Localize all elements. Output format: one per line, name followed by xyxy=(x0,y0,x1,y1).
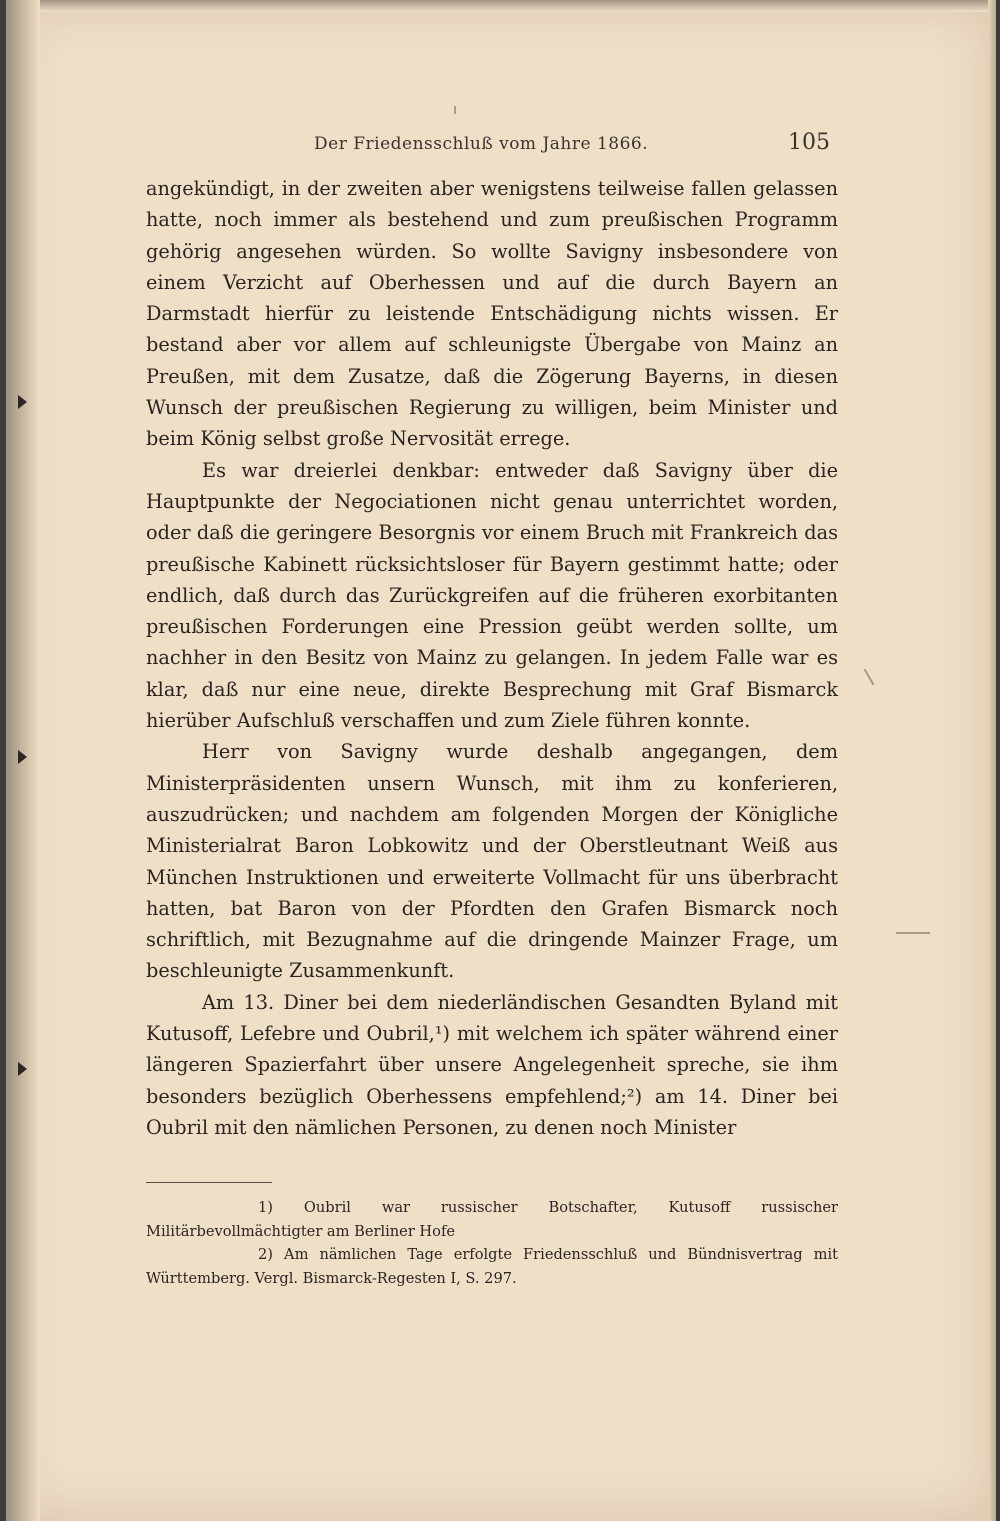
footnote-separator xyxy=(146,1182,272,1183)
binding-mark xyxy=(18,1062,27,1076)
footnote-number: 1) xyxy=(258,1199,273,1216)
header-title: Der Friedensschluß vom Jahre 1866. xyxy=(314,134,649,154)
page-number: 105 xyxy=(788,130,830,155)
footnote xyxy=(146,1243,838,1290)
margin-pencil-mark xyxy=(896,932,930,934)
paragraph: Es war dreierlei denkbar: entweder daß Savigny über die Hauptpunkte der Negociationen nicht genau unterrichtet worden, oder daß die geringere Besorgnis vor einem Bruch mit Frankreich das preußische Kabinett rücksichtsloser für Bayern gestimmt hatte; oder endlich, daß durch das Zurückgreifen auf die früheren exorbitanten preußischen Forderungen eine Pression geübt werden sollte, um nachher in den Besitz von Mainz zu gelangen. In jedem Falle war es klar, daß nur eine neue, direkte Besprechung mit Graf Bismarck hierüber Aufschluß verschaffen und zum Ziele führen konnte. xyxy=(146,458,838,733)
page-right-edge xyxy=(988,0,996,1521)
paragraph: angekündigt, in der zweiten aber wenigstens teilweise fallen gelassen hatte, noch immer als bestehend und zum preußischen Programm gehörig angesehen würden. So wollte Savigny insbesondere von einem Verzicht auf Oberhessen und auf die durch Bayern an Darmstadt hierfür zu leistende Entschädigung nichts wissen. Er bestand aber vor allem auf schleunigste Übergabe von Mainz an Preußen, mit dem Zusatze, daß die Zögerung Bayerns, in diesen Wunsch der preußischen Regierung zu willigen, beim Minister und beim König selbst große Nervosität errege. xyxy=(146,177,838,451)
footnote-text: Am nämlichen Tage erfolgte Friedensschluß und Bündnisvertrag mit Württemberg. Vergl. Bismarck-Regesten I, S. 297. xyxy=(146,1246,838,1287)
body-text xyxy=(146,173,838,1143)
paragraph: Am 13. Diner bei dem niederländischen Gesandten Byland mit Kutusoff, Lefebre und Oubril,¹) mit welchem ich später während einer längeren Spazierfahrt über unsere Angelegenheit spreche, sie ihm besonders bezüglich Oberhessens empfehlend;²) am 14. Diner bei Oubril mit den nämlichen Personen, zu denen noch Minister xyxy=(146,990,838,1139)
paragraph: Herr von Savigny wurde deshalb angegangen, dem Ministerpräsidenten unsern Wunsch, mit ihm zu konferieren, auszudrücken; und nachdem am folgenden Morgen der Königliche Ministerialrat Baron Lobkowitz und der Oberstleutnant Weiß aus München Instruktionen und erweiterte Vollmacht für uns überbracht hatten, bat Baron von der Pfordten den Grafen Bismarck noch schriftlich, mit Bezugnahme auf die dringende Mainzer Frage, um beschleunigte Zusammenkunft. xyxy=(146,740,838,983)
binding-mark xyxy=(18,395,27,409)
footnote-number: 2) xyxy=(258,1246,273,1263)
running-header xyxy=(146,128,838,162)
ink-speck xyxy=(454,106,456,114)
footnotes xyxy=(146,1196,838,1290)
page-top-edge xyxy=(6,0,996,12)
footnote xyxy=(146,1196,838,1243)
footnote-text: Oubril war russischer Botschafter, Kutusoff russischer Militärbevollmächtigter am Berliner Hofe xyxy=(146,1199,838,1240)
binding-mark xyxy=(18,750,27,764)
